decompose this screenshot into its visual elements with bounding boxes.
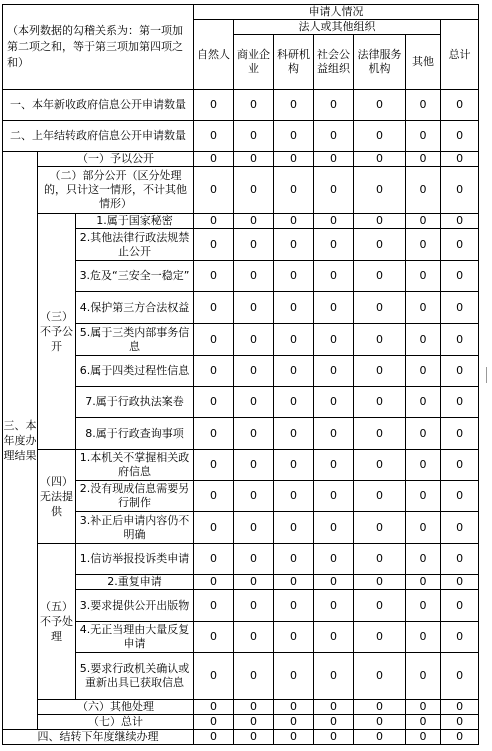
- cell-value: 0: [354, 90, 406, 121]
- cell-value: 0: [406, 324, 441, 356]
- cell-value: 0: [194, 90, 234, 121]
- cell-value: 0: [406, 730, 441, 745]
- cell-value: 0: [274, 512, 314, 544]
- row-label: （一）予以公开: [38, 152, 194, 167]
- cell-value: 0: [314, 167, 354, 214]
- cell-value: 0: [441, 167, 479, 214]
- cell-value: 0: [274, 90, 314, 121]
- row-label: （六）其他处理: [38, 700, 194, 715]
- cell-value: 0: [314, 544, 354, 575]
- cell-value: 0: [194, 152, 234, 167]
- header-legal-service: 法律服务机构: [354, 35, 406, 90]
- cell-value: 0: [314, 90, 354, 121]
- cell-value: 0: [194, 512, 234, 544]
- cell-value: 0: [234, 90, 274, 121]
- cell-value: 0: [406, 622, 441, 653]
- cell-value: 0: [354, 418, 406, 450]
- cell-value: 0: [354, 324, 406, 356]
- cell-value: 0: [406, 512, 441, 544]
- table-row: [3, 167, 479, 214]
- cell-value: 0: [354, 450, 406, 481]
- cell-value: 0: [194, 214, 234, 229]
- cell-value: 0: [234, 622, 274, 653]
- cell-value: 0: [234, 512, 274, 544]
- cell-value: 0: [194, 418, 234, 450]
- cell-value: 0: [234, 715, 274, 730]
- cell-value: 0: [234, 152, 274, 167]
- cell-value: 0: [194, 575, 234, 590]
- cell-value: 0: [274, 481, 314, 512]
- cell-value: 0: [314, 229, 354, 261]
- cell-value: 0: [354, 214, 406, 229]
- cell-value: 0: [354, 121, 406, 152]
- header-applicant-info: 申请人情况: [194, 5, 479, 20]
- cell-value: 0: [406, 229, 441, 261]
- cell-value: 0: [441, 512, 479, 544]
- cell-value: 0: [354, 512, 406, 544]
- row-label: 7.属于行政执法案卷: [76, 387, 194, 418]
- cell-value: 0: [234, 229, 274, 261]
- cell-value: 0: [234, 356, 274, 387]
- cell-value: 0: [274, 292, 314, 324]
- header-other: 其他: [406, 35, 441, 90]
- cell-value: 0: [406, 167, 441, 214]
- cell-value: 0: [314, 653, 354, 700]
- cell-value: 0: [441, 90, 479, 121]
- group-4-label: （四）无法提供: [38, 450, 76, 544]
- cell-value: 0: [314, 730, 354, 745]
- cell-value: 0: [406, 481, 441, 512]
- row-label: 一、本年新收政府信息公开申请数量: [3, 90, 194, 121]
- cell-value: 0: [194, 292, 234, 324]
- cell-value: 0: [314, 324, 354, 356]
- cell-value: 0: [441, 450, 479, 481]
- row-label: 4.无正当理由大量反复申请: [76, 622, 194, 653]
- cell-value: 0: [441, 356, 479, 387]
- cell-value: 0: [194, 730, 234, 745]
- cell-value: 0: [441, 214, 479, 229]
- table-row: [3, 715, 479, 730]
- cell-value: 0: [354, 653, 406, 700]
- cell-value: 0: [441, 121, 479, 152]
- cell-value: 0: [354, 152, 406, 167]
- row-label: 4.保护第三方合法权益: [76, 292, 194, 324]
- cell-value: 0: [406, 90, 441, 121]
- header-social: 社会公益组织: [314, 35, 354, 90]
- cell-value: 0: [194, 544, 234, 575]
- cell-value: 0: [406, 450, 441, 481]
- cell-value: 0: [441, 387, 479, 418]
- cell-value: 0: [194, 700, 234, 715]
- cell-value: 0: [314, 387, 354, 418]
- cell-value: 0: [354, 715, 406, 730]
- row-label: 3.补正后申请内容仍不明确: [76, 512, 194, 544]
- cell-value: 0: [194, 481, 234, 512]
- cell-value: 0: [234, 653, 274, 700]
- cell-value: 0: [441, 575, 479, 590]
- cell-value: 0: [234, 121, 274, 152]
- cell-value: 0: [314, 622, 354, 653]
- cell-value: 0: [354, 590, 406, 622]
- cell-value: 0: [441, 590, 479, 622]
- cell-value: 0: [274, 700, 314, 715]
- cell-value: 0: [441, 715, 479, 730]
- cell-value: 0: [406, 715, 441, 730]
- cell-value: 0: [194, 121, 234, 152]
- cell-value: 0: [194, 387, 234, 418]
- header-total: 总计: [441, 20, 479, 90]
- cell-value: 0: [274, 653, 314, 700]
- cell-value: 0: [406, 387, 441, 418]
- cell-value: 0: [274, 167, 314, 214]
- row-label: 6.属于四类过程性信息: [76, 356, 194, 387]
- cell-value: 0: [314, 512, 354, 544]
- cell-value: 0: [441, 418, 479, 450]
- table-row: [3, 152, 479, 167]
- row-label: 5.属于三类内部事务信息: [76, 324, 194, 356]
- table-row: [3, 700, 479, 715]
- cell-value: 0: [441, 700, 479, 715]
- cell-value: 0: [234, 167, 274, 214]
- cell-value: 0: [274, 324, 314, 356]
- cell-value: 0: [234, 418, 274, 450]
- table-row: [3, 214, 479, 229]
- cell-value: 0: [234, 575, 274, 590]
- cell-value: 0: [194, 229, 234, 261]
- row-label: 8.属于行政查询事项: [76, 418, 194, 450]
- table-row: [3, 90, 479, 121]
- header-legal-entities: 法人或其他组织: [234, 20, 441, 35]
- cell-value: 0: [406, 214, 441, 229]
- table-row: [3, 121, 479, 152]
- cell-value: 0: [314, 715, 354, 730]
- cell-value: 0: [314, 261, 354, 292]
- cell-value: 0: [314, 152, 354, 167]
- table-row: [3, 544, 479, 575]
- cell-value: 0: [354, 544, 406, 575]
- cell-value: 0: [354, 700, 406, 715]
- cell-value: 0: [441, 152, 479, 167]
- cell-value: 0: [274, 229, 314, 261]
- row-label: 3.危及“三安全一稳定”: [76, 261, 194, 292]
- cell-value: 0: [441, 544, 479, 575]
- cell-value: 0: [234, 544, 274, 575]
- row-label: 1.信访举报投诉类申请: [76, 544, 194, 575]
- group-5-label: （五）不予处理: [38, 544, 76, 700]
- section-3-label: 三、本年度办理结果: [3, 152, 38, 730]
- row-label: 2.重复申请: [76, 575, 194, 590]
- row-label: 1.属于国家秘密: [76, 214, 194, 229]
- cell-value: 0: [406, 418, 441, 450]
- row-label: （七）总计: [38, 715, 194, 730]
- cell-value: 0: [406, 152, 441, 167]
- table-row: [3, 730, 479, 745]
- cell-value: 0: [234, 324, 274, 356]
- cell-value: 0: [314, 450, 354, 481]
- cell-value: 0: [354, 387, 406, 418]
- cell-value: 0: [314, 214, 354, 229]
- cell-value: 0: [441, 229, 479, 261]
- cell-value: 0: [441, 481, 479, 512]
- cell-value: 0: [354, 356, 406, 387]
- cell-value: 0: [406, 544, 441, 575]
- row-label: 2.其他法律行政法规禁止公开: [76, 229, 194, 261]
- row-label: 2.没有现成信息需要另行制作: [76, 481, 194, 512]
- row-label: （二）部分公开（区分处理的，只计这一情形，不计其他情形）: [38, 167, 194, 214]
- header-natural-person: 自然人: [194, 20, 234, 90]
- cell-value: 0: [406, 292, 441, 324]
- cell-value: 0: [274, 418, 314, 450]
- row-label: 3.要求提供公开出版物: [76, 590, 194, 622]
- cell-value: 0: [194, 324, 234, 356]
- cell-value: 0: [234, 387, 274, 418]
- cell-value: 0: [314, 121, 354, 152]
- group-3-label: （三）不予公开: [38, 214, 76, 450]
- cell-value: 0: [274, 121, 314, 152]
- cell-value: 0: [194, 622, 234, 653]
- cell-value: 0: [194, 261, 234, 292]
- row-label: 二、上年结转政府信息公开申请数量: [3, 121, 194, 152]
- cell-value: 0: [441, 261, 479, 292]
- cell-value: 0: [441, 292, 479, 324]
- cell-value: 0: [274, 715, 314, 730]
- cell-value: 0: [274, 214, 314, 229]
- cell-value: 0: [441, 653, 479, 700]
- cell-value: 0: [234, 214, 274, 229]
- cell-value: 0: [234, 450, 274, 481]
- cell-value: 0: [354, 730, 406, 745]
- cell-value: 0: [234, 261, 274, 292]
- cell-value: 0: [354, 622, 406, 653]
- header-research: 科研机构: [274, 35, 314, 90]
- cell-value: 0: [314, 418, 354, 450]
- cell-value: 0: [274, 152, 314, 167]
- header-note: （本列数据的勾稽关系为：第一项加第二项之和，等于第三项加第四项之和）: [3, 5, 194, 90]
- cell-value: 0: [234, 700, 274, 715]
- table-row: [3, 450, 479, 481]
- cell-value: 0: [406, 121, 441, 152]
- cell-value: 0: [314, 292, 354, 324]
- cell-value: 0: [314, 700, 354, 715]
- cell-value: 0: [274, 450, 314, 481]
- cell-value: 0: [354, 481, 406, 512]
- cell-value: 0: [406, 356, 441, 387]
- cell-value: 0: [194, 590, 234, 622]
- cell-value: 0: [406, 261, 441, 292]
- header-commercial: 商业企业: [234, 35, 274, 90]
- cell-value: 0: [274, 387, 314, 418]
- page-edge-mark: [486, 367, 491, 383]
- cell-value: 0: [314, 575, 354, 590]
- cell-value: 0: [314, 481, 354, 512]
- cell-value: 0: [406, 575, 441, 590]
- cell-value: 0: [194, 167, 234, 214]
- cell-value: 0: [194, 450, 234, 481]
- cell-value: 0: [194, 653, 234, 700]
- cell-value: 0: [274, 261, 314, 292]
- cell-value: 0: [274, 575, 314, 590]
- cell-value: 0: [274, 730, 314, 745]
- row-label: 四、结转下年度继续办理: [3, 730, 194, 745]
- row-label: 5.要求行政机关确认或重新出具已获取信息: [76, 653, 194, 700]
- cell-value: 0: [441, 622, 479, 653]
- cell-value: 0: [274, 622, 314, 653]
- cell-value: 0: [274, 356, 314, 387]
- cell-value: 0: [234, 481, 274, 512]
- cell-value: 0: [274, 544, 314, 575]
- cell-value: 0: [406, 653, 441, 700]
- cell-value: 0: [234, 590, 274, 622]
- cell-value: 0: [406, 590, 441, 622]
- cell-value: 0: [441, 324, 479, 356]
- cell-value: 0: [274, 590, 314, 622]
- disclosure-stats-table: [2, 4, 479, 745]
- cell-value: 0: [354, 261, 406, 292]
- cell-value: 0: [234, 730, 274, 745]
- cell-value: 0: [354, 167, 406, 214]
- cell-value: 0: [354, 229, 406, 261]
- cell-value: 0: [314, 590, 354, 622]
- cell-value: 0: [406, 700, 441, 715]
- row-label: 1.本机关不掌握相关政府信息: [76, 450, 194, 481]
- cell-value: 0: [354, 575, 406, 590]
- cell-value: 0: [234, 292, 274, 324]
- cell-value: 0: [194, 715, 234, 730]
- cell-value: 0: [314, 356, 354, 387]
- cell-value: 0: [441, 730, 479, 745]
- cell-value: 0: [354, 292, 406, 324]
- cell-value: 0: [194, 356, 234, 387]
